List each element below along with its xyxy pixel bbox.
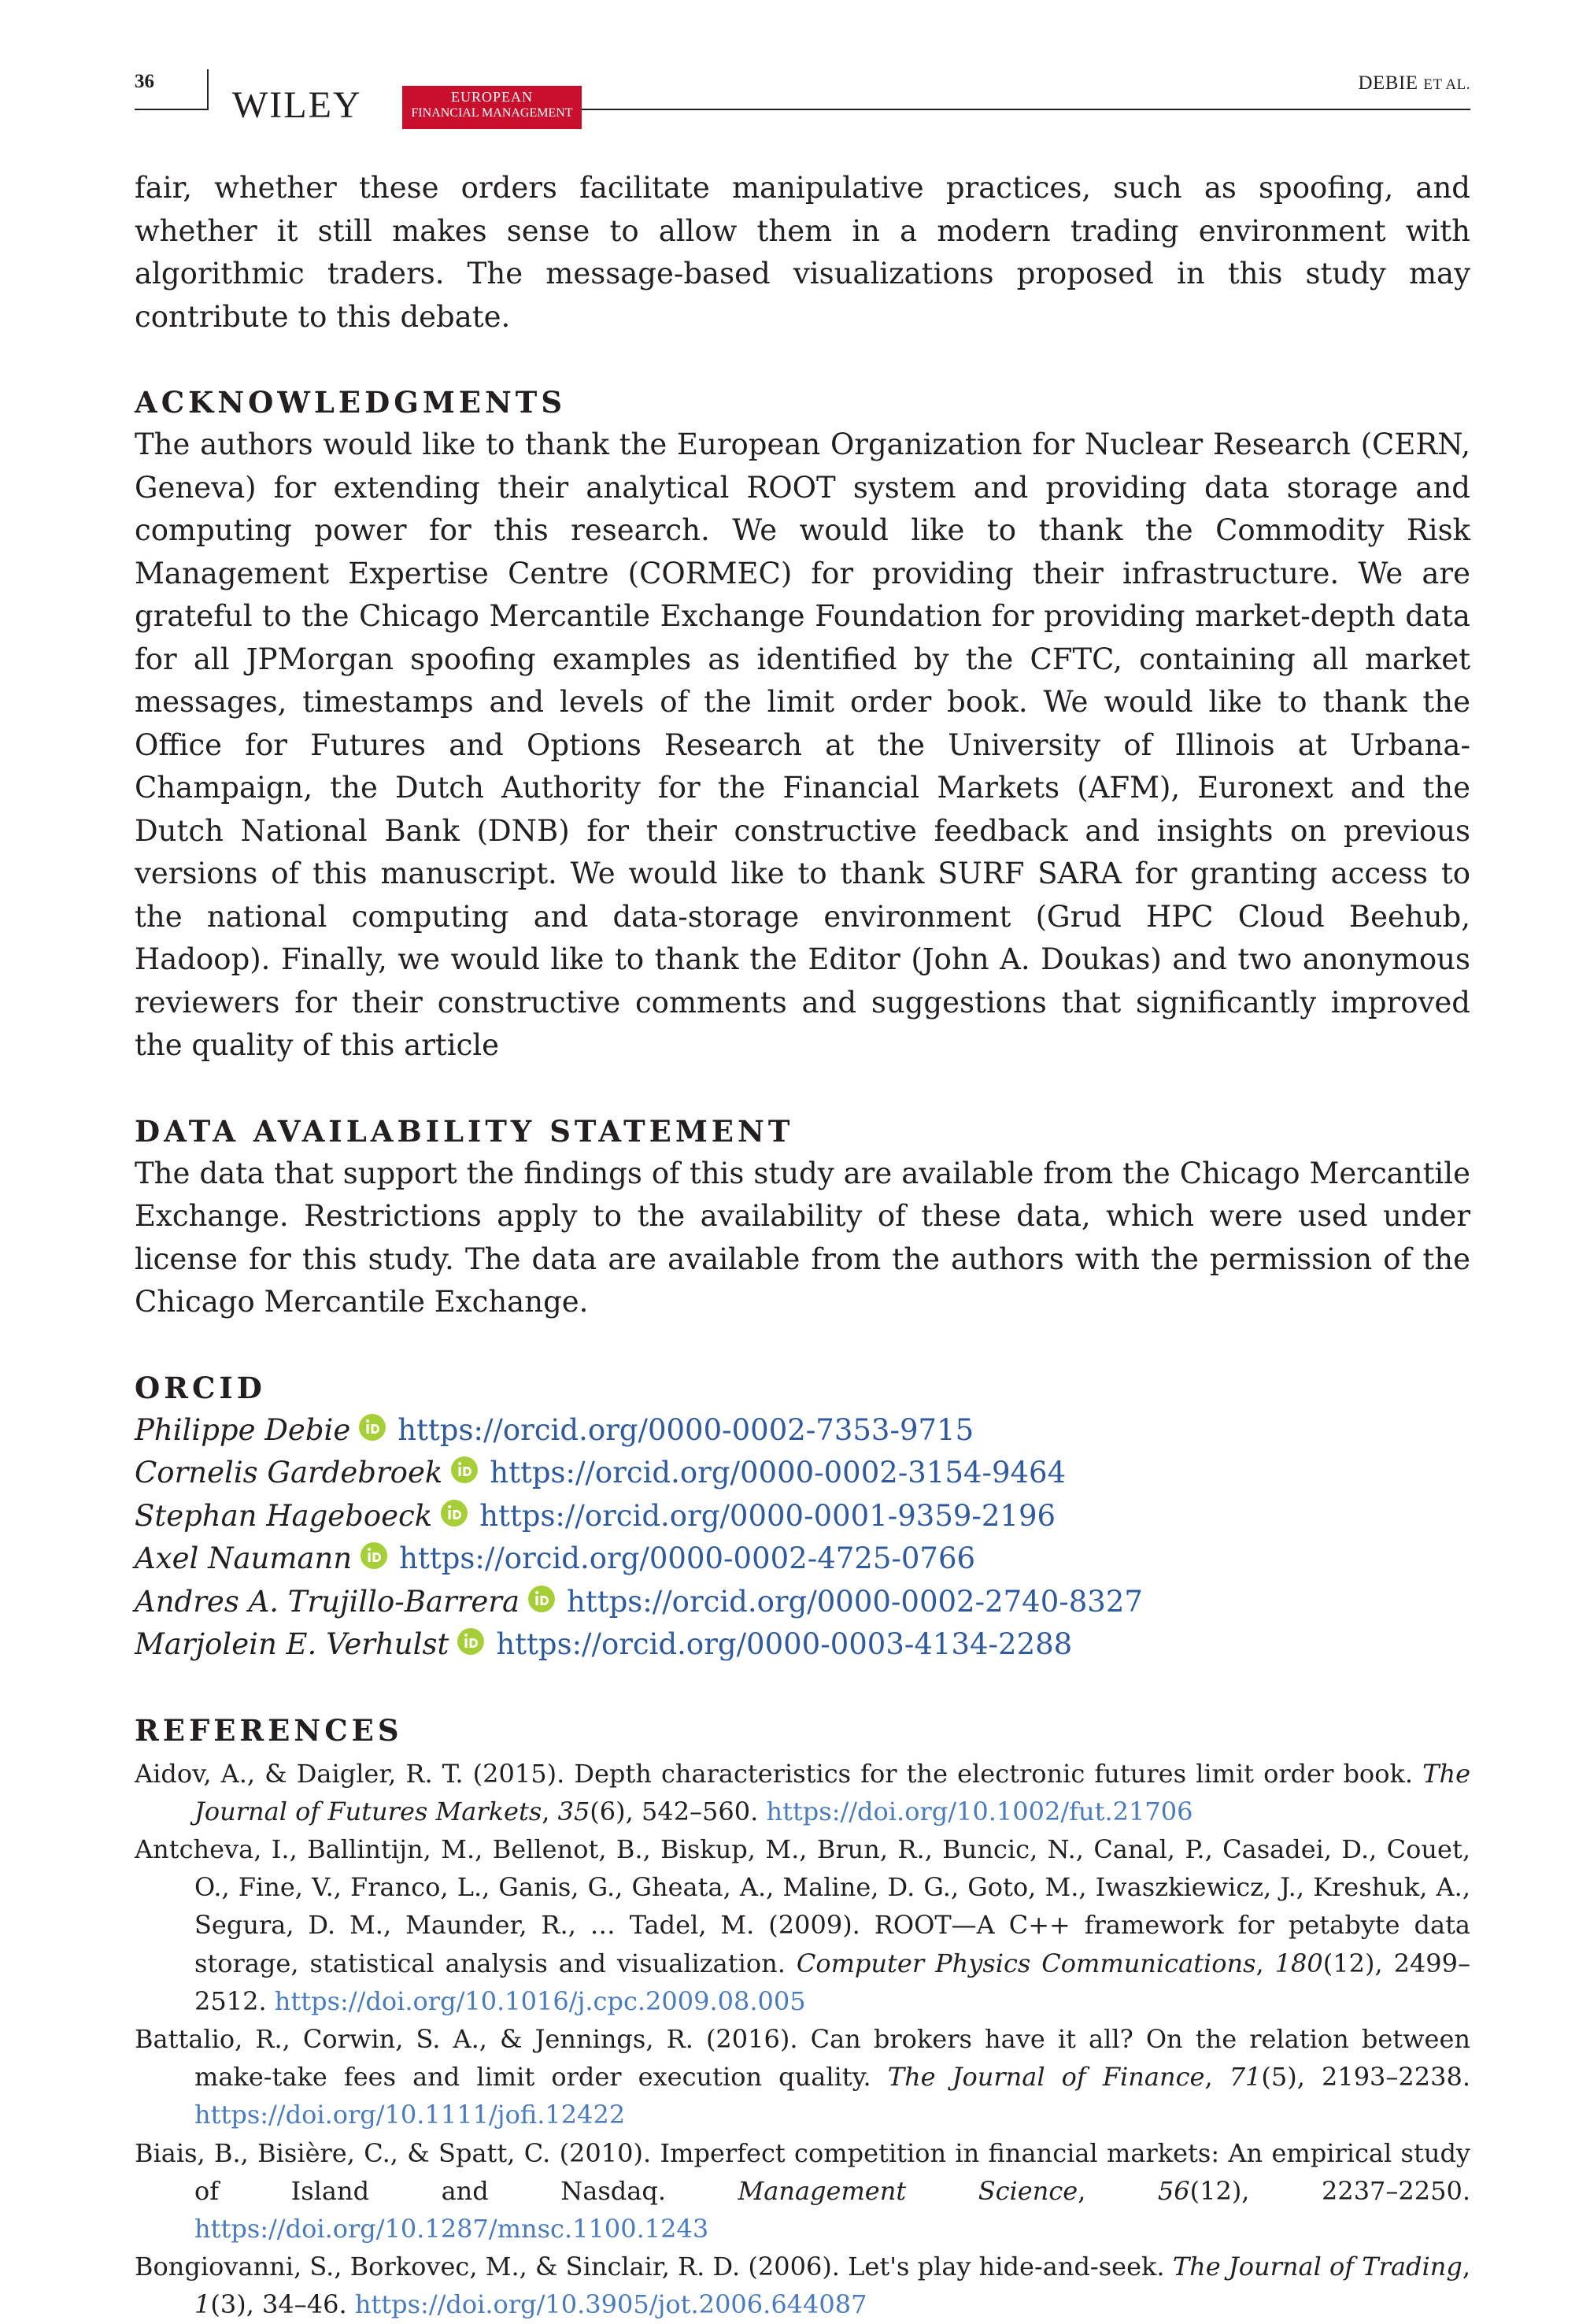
author-name: Cornelis Gardebroek bbox=[135, 1456, 443, 1490]
reference-item bbox=[135, 1830, 1470, 2020]
orcid-heading: ORCID bbox=[135, 1370, 266, 1405]
orcid-icon-i bbox=[449, 1510, 451, 1519]
data-availability-heading: DATA AVAILABILITY STATEMENT bbox=[135, 1113, 794, 1149]
reference-separator: , bbox=[1255, 1948, 1275, 1978]
orcid-link[interactable]: https://orcid.org/0000-0002-4725-0766 bbox=[399, 1541, 976, 1575]
orcid-link[interactable]: https://orcid.org/0000-0003-4134-2288 bbox=[496, 1627, 1073, 1661]
reference-volume: 180 bbox=[1274, 1948, 1323, 1978]
orcid-icon-dot bbox=[448, 1505, 451, 1508]
orcid-entry bbox=[135, 1581, 1470, 1624]
orcid-icon-i bbox=[465, 1638, 468, 1648]
journal-logo bbox=[402, 86, 582, 129]
reference-pages: (12), 2499–2512. bbox=[194, 1948, 1471, 2016]
reference-item bbox=[135, 2248, 1470, 2323]
orcid-link[interactable]: https://orcid.org/0000-0001-9359-2196 bbox=[479, 1498, 1056, 1533]
orcid-id-icon[interactable] bbox=[527, 1585, 556, 1613]
orcid-entry bbox=[135, 1452, 1470, 1495]
intro-paragraph: fair, whether these orders facilitate manipulative practices, such as spoofing, and whether it still makes sense to allow them in a modern trading environment with algorithmic traders. The message-based visualizations proposed in this study may contribute to this debate. bbox=[135, 171, 1470, 334]
reference-item bbox=[135, 1755, 1470, 1830]
reference-volume: 56 bbox=[1157, 2175, 1190, 2206]
wiley-logo: WILEY bbox=[232, 84, 362, 126]
reference-text: Aidov, A., & Daigler, R. T. (2015). Depth characteristics for the electronic futures limit order book. bbox=[135, 1758, 1423, 1789]
orcid-icon-i bbox=[459, 1467, 461, 1476]
journal-logo-line2: FINANCIAL MANAGEMENT bbox=[411, 106, 573, 120]
reference-item bbox=[135, 2020, 1470, 2134]
reference-pages: (3), 34–46. bbox=[210, 2289, 355, 2320]
orcid-icon-dot bbox=[368, 1548, 371, 1551]
reference-volume: 1 bbox=[194, 2289, 211, 2320]
author-name: Axel Naumann bbox=[135, 1541, 353, 1575]
orcid-icon-i bbox=[368, 1552, 371, 1562]
author-name: Stephan Hageboeck bbox=[135, 1498, 433, 1533]
orcid-icon-i bbox=[536, 1596, 538, 1605]
reference-journal: Management Science bbox=[738, 2175, 1078, 2206]
orcid-link[interactable]: https://orcid.org/0000-0002-2740-8327 bbox=[567, 1584, 1143, 1619]
reference-doi-link[interactable]: https://doi.org/10.1016/j.cpc.2009.08.005 bbox=[274, 1985, 806, 2016]
reference-journal: Computer Physics Communications bbox=[796, 1948, 1256, 1978]
orcid-icon-dot bbox=[366, 1419, 369, 1423]
orcid-entry bbox=[135, 1623, 1470, 1667]
reference-doi-link[interactable]: https://doi.org/10.1287/mnsc.1100.1243 bbox=[194, 2213, 709, 2244]
orcid-entry bbox=[135, 1409, 1470, 1452]
orcid-id-icon[interactable] bbox=[358, 1413, 386, 1441]
orcid-list bbox=[135, 1409, 1470, 1667]
orcid-link[interactable]: https://orcid.org/0000-0002-3154-9464 bbox=[490, 1456, 1067, 1490]
reference-separator: , bbox=[1462, 2252, 1471, 2282]
acknowledgments-text: The authors would like to thank the European Organization for Nuclear Research (CERN, Geneva) for extending their analytical ROOT system and providing data storage and computing power for this research. We would like to thank the Commodity Risk Management Expertise Centre (CORMEC) for providing their infrastructure. We are grateful to the Chicago Mercantile Exchange Foundation for providing market-depth data for all JPMorgan spoofing examples as identified by the CFTC, containing all market messages, timestamps and levels of the limit order book. We would like to thank the Office for Futures and Options Research at the University of Illinois at Urbana-Champaign, the Dutch Authority for the Financial Markets (AFM), Euronext and the Dutch National Bank (DNB) for their constructive feedback and insights on previous versions of this manuscript. We would like to thank SURF SARA for granting access to the national computing and data-storage environment (Grud HPC Cloud Beehub, Hadoop). Finally, we would like to thank the Editor (John A. Doukas) and two anonymous reviewers for their constructive comments and suggestions that significantly improved the quality of this article bbox=[135, 427, 1470, 1062]
orcid-entry bbox=[135, 1538, 1470, 1581]
reference-journal: The Journal of Futures Markets bbox=[194, 1758, 1470, 1826]
orcid-id-icon[interactable] bbox=[440, 1499, 468, 1527]
page-content bbox=[135, 167, 1470, 2324]
reference-text: Bongiovanni, S., Borkovec, M., & Sinclair, R. D. (2006). Let's play hide-and-seek. bbox=[135, 2252, 1173, 2282]
reference-item bbox=[135, 2134, 1470, 2248]
running-head-author: DEBIE bbox=[1358, 72, 1418, 94]
header-rule-tick bbox=[207, 69, 209, 110]
reference-text: Battalio, R., Corwin, S. A., & Jennings, R. (2016). Can brokers have it all? On the relation between make-take fees and limit order execution quality. bbox=[135, 2023, 1470, 2093]
reference-list bbox=[135, 1755, 1470, 2324]
author-name: Marjolein E. Verhulst bbox=[135, 1627, 449, 1661]
reference-journal: The Journal of Trading bbox=[1172, 2252, 1462, 2282]
orcid-icon-dot bbox=[535, 1591, 538, 1594]
reference-doi-link[interactable]: https://doi.org/10.3905/jot.2006.644087 bbox=[354, 2289, 867, 2320]
orcid-id-icon[interactable] bbox=[450, 1456, 479, 1484]
reference-volume: 71 bbox=[1229, 2062, 1262, 2093]
orcid-id-icon[interactable] bbox=[457, 1627, 485, 1656]
reference-pages: (12), 2237–2250. bbox=[1189, 2175, 1471, 2206]
reference-doi-link[interactable]: https://doi.org/10.1002/fut.21706 bbox=[766, 1796, 1193, 1826]
reference-separator: , bbox=[1204, 2062, 1229, 2093]
page-number: 36 bbox=[135, 71, 154, 92]
running-head bbox=[1358, 72, 1470, 94]
author-name: Andres A. Trujillo-Barrera bbox=[135, 1584, 520, 1619]
author-name: Philippe Debie bbox=[135, 1412, 351, 1447]
header-rule-left bbox=[135, 109, 207, 110]
orcid-id-icon[interactable] bbox=[360, 1541, 388, 1570]
orcid-icon-dot bbox=[458, 1462, 461, 1465]
reference-separator: , bbox=[1078, 2175, 1158, 2206]
orcid-link[interactable]: https://orcid.org/0000-0002-7353-9715 bbox=[398, 1412, 974, 1447]
orcid-icon-i bbox=[367, 1424, 369, 1434]
references-heading: REFERENCES bbox=[135, 1712, 403, 1748]
page-header bbox=[135, 69, 1470, 132]
running-head-suffix: ET AL. bbox=[1423, 76, 1470, 93]
reference-journal: The Journal of Finance bbox=[887, 2062, 1205, 2093]
reference-separator: , bbox=[542, 1796, 558, 1826]
reference-pages: (6), 542–560. bbox=[590, 1796, 767, 1826]
orcid-icon-dot bbox=[464, 1634, 468, 1637]
reference-doi-link[interactable]: https://doi.org/10.1111/jofi.12422 bbox=[194, 2100, 626, 2130]
reference-volume: 35 bbox=[557, 1796, 590, 1826]
header-rule-right bbox=[582, 109, 1470, 110]
reference-text: Biais, B., Bisière, C., & Spatt, C. (2010). Imperfect competition in financial markets: An empirical study of Island and Nasdaq. bbox=[135, 2137, 1470, 2206]
journal-logo-line1: EUROPEAN bbox=[450, 89, 533, 105]
data-availability-text: The data that support the findings of this study are available from the Chicago Mercantile Exchange. Restrictions apply to the availability of these data, which were used under license for this study. The data are available from the authors with the permission of the Chicago Mercantile Exchange. bbox=[135, 1156, 1470, 1319]
reference-pages: (5), 2193–2238. bbox=[1261, 2062, 1471, 2093]
orcid-entry bbox=[135, 1495, 1470, 1538]
reference-text: Antcheva, I., Ballintijn, M., Bellenot, B., Biskup, M., Brun, R., Buncic, N., Canal, P., Casadei, D., Couet, O., Fine, V., Franco, L., Ganis, G., Gheata, A., Maline, D. G., Goto, M., Iwaszkiewicz, J., Kreshuk, A., Segura, D. M., Maunder, R., … Tadel, M. (2009). ROOT—A C++ framework for petabyte data storage, statistical analysis and visualization. bbox=[135, 1834, 1470, 1978]
acknowledgments-heading: ACKNOWLEDGMENTS bbox=[135, 385, 567, 420]
